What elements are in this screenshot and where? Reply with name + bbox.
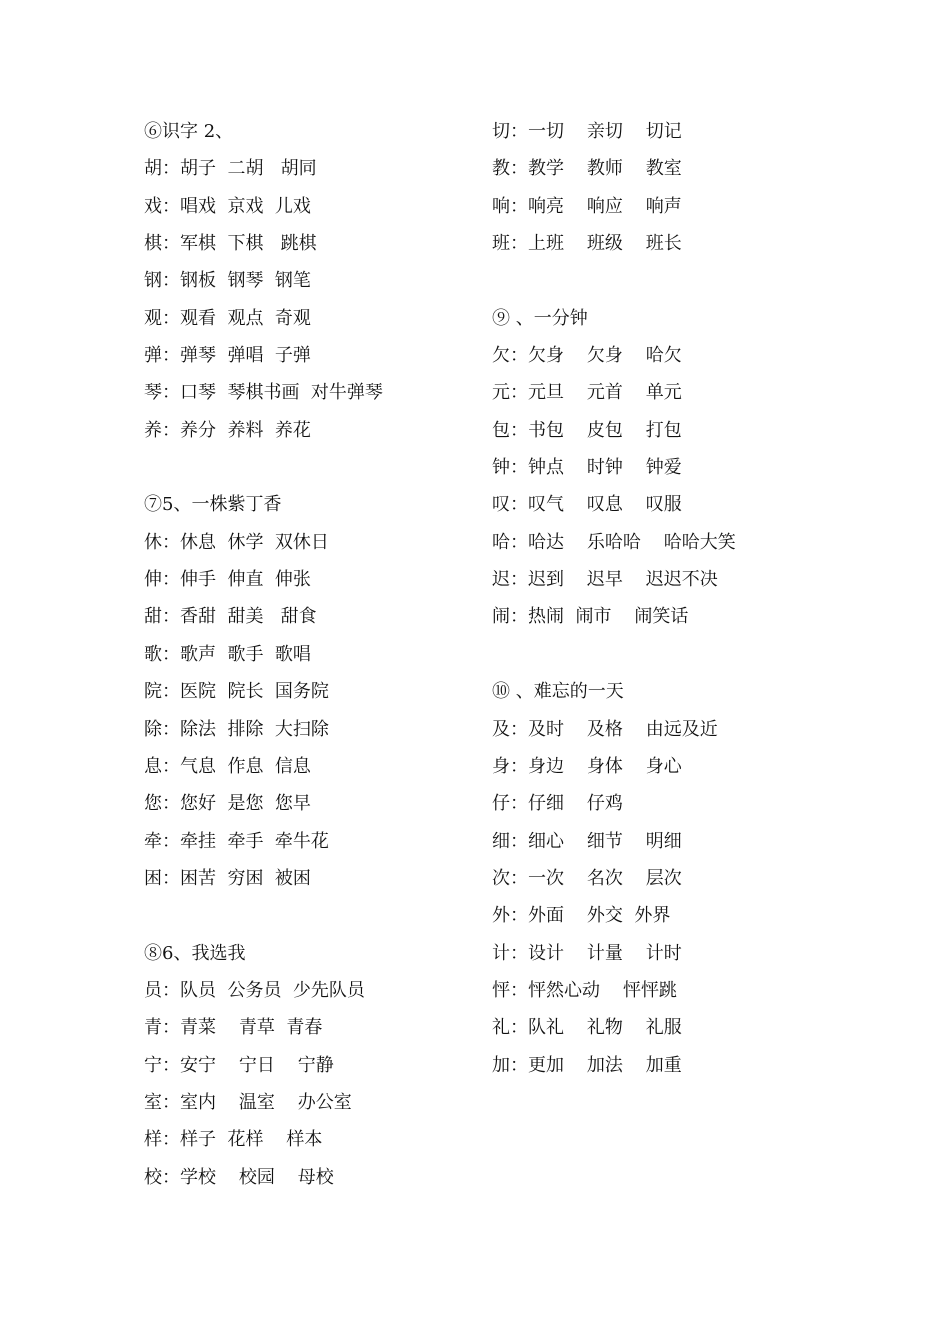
vocab-line: 哈：哈达 乐哈哈 哈哈大笑 bbox=[492, 531, 736, 553]
vocab-line: 怦：怦然心动 怦怦跳 bbox=[492, 979, 677, 1001]
vocab-line: 休：休息 休学 双休日 bbox=[144, 531, 329, 553]
vocab-line: 室：室内 温室 办公室 bbox=[144, 1091, 352, 1113]
blank-line bbox=[144, 449, 484, 486]
vocab-line: 弹：弹琴 弹唱 子弹 bbox=[144, 345, 311, 367]
vocab-line: 员：队员 公务员 少先队员 bbox=[144, 979, 365, 1001]
vocab-line: 元：元旦 元首 单元 bbox=[492, 382, 682, 404]
vocab-line: 欠：欠身 欠身 哈欠 bbox=[492, 345, 682, 367]
vocab-line: 响：响亮 响应 响声 bbox=[492, 195, 682, 217]
vocab-line: 外：外面 外交 外界 bbox=[492, 905, 671, 927]
vocab-line: 礼：队礼 礼物 礼服 bbox=[492, 1017, 682, 1039]
blank-line bbox=[492, 262, 832, 299]
vocab-line: 牵：牵挂 牵手 牵牛花 bbox=[144, 830, 329, 852]
vocab-line: 细：细心 细节 明细 bbox=[492, 830, 682, 852]
vocab-line: 戏：唱戏 京戏 儿戏 bbox=[144, 195, 311, 217]
vocab-line: 养：养分 养料 养花 bbox=[144, 419, 311, 441]
vocab-line: 迟：迟到 迟早 迟迟不决 bbox=[492, 569, 718, 591]
vocab-line: 叹：叹气 叹息 叹服 bbox=[492, 494, 682, 516]
vocab-line: ⑩ 、难忘的一天 bbox=[492, 681, 624, 703]
vocab-line: 切：一切 亲切 切记 bbox=[492, 121, 682, 142]
vocab-line: ⑧6、我选我 bbox=[144, 942, 246, 964]
vocab-line: 歌：歌声 歌手 歌唱 bbox=[144, 643, 311, 665]
vocab-line: 息：气息 作息 信息 bbox=[144, 755, 311, 777]
vocab-line: 校：学校 校园 母校 bbox=[144, 1166, 334, 1188]
vocab-line: 甜：香甜 甜美 甜食 bbox=[144, 606, 317, 628]
vocab-line: 包：书包 皮包 打包 bbox=[492, 419, 682, 441]
vocab-line: 班：上班 班级 班长 bbox=[492, 233, 682, 255]
vocab-line: 伸：伸手 伸直 伸张 bbox=[144, 569, 311, 591]
vocab-line: 困：困苦 穷困 被困 bbox=[144, 867, 311, 889]
vocab-line: 计：设计 计量 计时 bbox=[492, 942, 682, 964]
vocab-line: 及：及时 及格 由远及近 bbox=[492, 718, 718, 740]
vocab-line: 除：除法 排除 大扫除 bbox=[144, 718, 329, 740]
vocab-line: 观：观看 观点 奇观 bbox=[144, 307, 311, 329]
vocab-line: 仔：仔细 仔鸡 bbox=[492, 793, 623, 815]
vocab-line: 钢：钢板 钢琴 钢笔 bbox=[144, 270, 311, 292]
blank-line bbox=[492, 636, 832, 673]
vocab-line: 教：教学 教师 教室 bbox=[492, 158, 682, 180]
vocab-line: 棋：军棋 下棋 跳棋 bbox=[144, 233, 317, 255]
vocab-line: 样：样子 花样 样本 bbox=[144, 1129, 323, 1151]
vocab-line: 钟：钟点 时钟 钟爱 bbox=[492, 457, 682, 479]
left-column bbox=[144, 113, 484, 1196]
vocab-line: 身：身边 身体 身心 bbox=[492, 755, 682, 777]
vocab-line: 您：您好 是您 您早 bbox=[144, 793, 311, 815]
vocab-line: 闹：热闹 闹市 闹笑话 bbox=[492, 606, 689, 628]
vocab-line: 琴：口琴 琴棋书画 对牛弹琴 bbox=[144, 382, 383, 404]
vocab-line: 胡：胡子 二胡 胡同 bbox=[144, 158, 317, 180]
vocab-line: 青：青菜 青草 青春 bbox=[144, 1017, 323, 1039]
vocab-line: ⑦5、一株紫丁香 bbox=[144, 494, 282, 516]
vocab-line: ⑥识字 2、 bbox=[144, 121, 234, 142]
vocab-line: 次：一次 名次 层次 bbox=[492, 867, 682, 889]
blank-line bbox=[144, 897, 484, 934]
vocab-line: ⑨ 、一分钟 bbox=[492, 307, 588, 329]
vocab-line: 加：更加 加法 加重 bbox=[492, 1054, 682, 1076]
vocab-line: 院：医院 院长 国务院 bbox=[144, 681, 329, 703]
right-column bbox=[492, 113, 832, 1084]
vocab-line: 宁：安宁 宁日 宁静 bbox=[144, 1054, 334, 1076]
